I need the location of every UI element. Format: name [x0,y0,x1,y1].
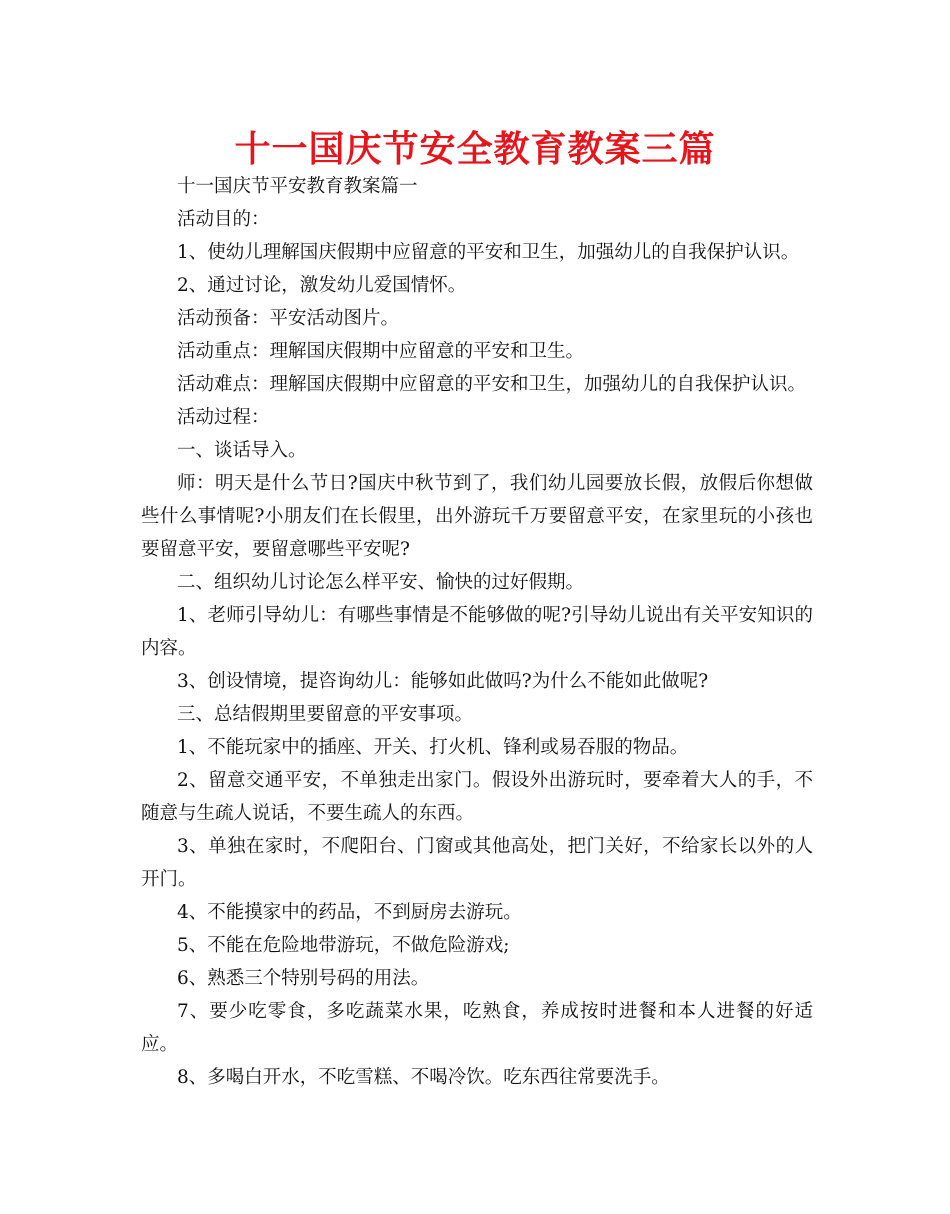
paragraph: 7、要少吃零食，多吃蔬菜水果，吃熟食，养成按时进餐和本人进餐的好适应。 [141,1001,813,1055]
paragraph: 4、不能摸家中的药品，不到厨房去游玩。 [177,902,522,923]
paragraph: 1、使幼儿理解国庆假期中应留意的平安和卫生，加强幼儿的自我保护认识。 [177,242,800,263]
paragraph: 十一国庆节平安教育教案篇一 [177,176,418,197]
paragraph: 2、通过讨论，激发幼儿爱国情怀。 [177,275,467,296]
paragraph: 3、创设情境，提咨询幼儿：能够如此做吗?为什么不能如此做呢? [177,671,709,692]
paragraph: 1、不能玩家中的插座、开关、打火机、锋利或易吞服的物品。 [177,737,689,758]
paragraph: 活动过程： [177,407,270,428]
paragraph: 一、谈话导入。 [177,440,307,461]
paragraph: 三、总结假期里要留意的平安事项。 [177,704,474,725]
paragraph: 1、老师引导幼儿：有哪些事情是不能够做的呢?引导幼儿说出有关平安知识的内容。 [141,605,813,659]
paragraph: 5、不能在危险地带游玩，不做危险游戏; [177,935,510,956]
paragraph: 活动重点：理解国庆假期中应留意的平安和卫生。 [177,341,585,362]
paragraph: 3、单独在家时，不爬阳台、门窗或其他高处，把门关好，不给家长以外的人开门。 [141,836,813,890]
document-title: 十一国庆节安全教育教案三篇 [234,128,716,170]
paragraph: 活动预备：平安活动图片。 [177,308,400,329]
paragraph: 活动难点：理解国庆假期中应留意的平安和卫生，加强幼儿的自我保护认识。 [177,374,807,395]
document-body [141,170,813,1094]
paragraph: 8、多喝白开水，不吃雪糕、不喝冷饮。吃东西往常要洗手。 [177,1067,670,1088]
paragraph: 6、熟悉三个特别号码的用法。 [177,968,430,989]
paragraph: 师：明天是什么节日?国庆中秋节到了，我们幼儿园要放长假，放假后你想做些什么事情呢?小朋友们在长假里，出外游玩千万要留意平安，在家里玩的小孩也要留意平安，要留意哪些平安呢? [141,473,813,560]
paragraph: 2、留意交通平安，不单独走出家门。假设外出游玩时，要牵着大人的手，不随意与生疏人说话，不要生疏人的东西。 [141,770,813,824]
paragraph: 活动目的： [177,209,270,230]
paragraph: 二、组织幼儿讨论怎么样平安、愉快的过好假期。 [177,572,585,593]
